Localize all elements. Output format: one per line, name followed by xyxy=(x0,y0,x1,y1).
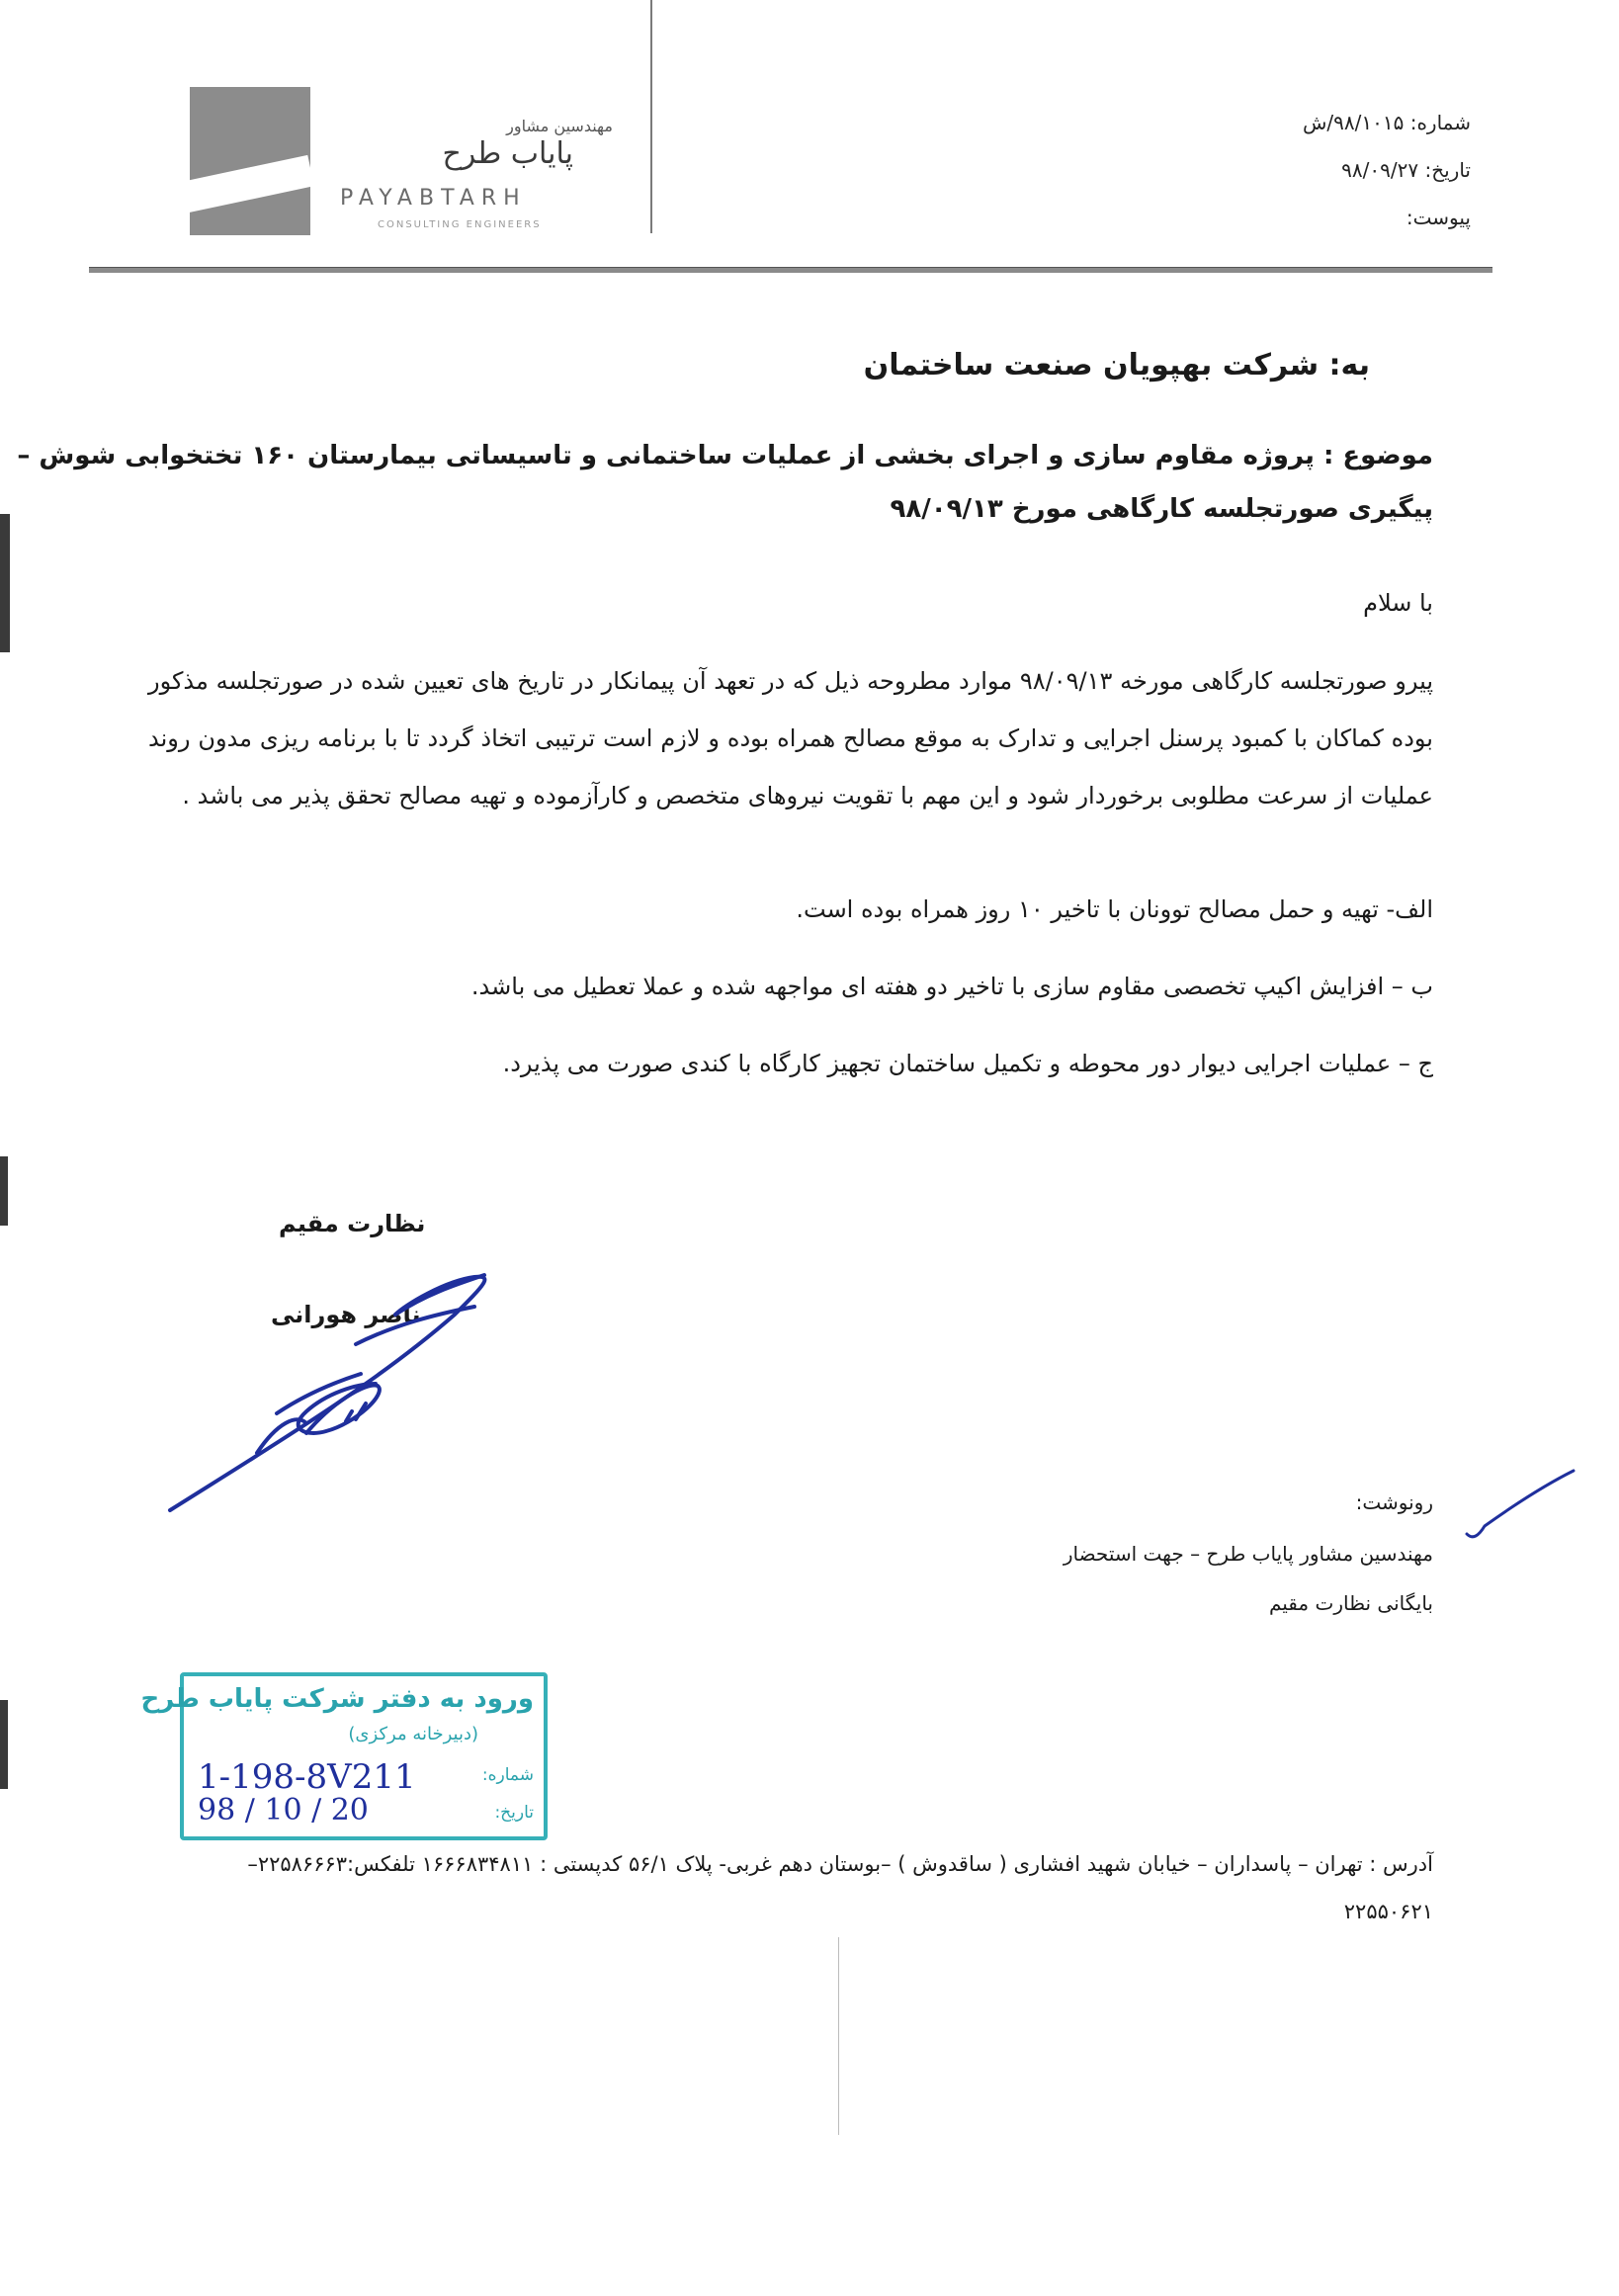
incoming-stamp xyxy=(140,1672,548,1840)
logo-english-subtitle: CONSULTING ENGINEERS xyxy=(378,219,542,230)
letter-date: تاریخ: ۹۸/۰۹/۲۷ xyxy=(1341,158,1471,182)
company-logo xyxy=(190,87,613,237)
cc-recipient: بایگانی نظارت مقیم xyxy=(1268,1591,1433,1615)
stamp-title: ورود به دفتر شرکت پایاب طرح xyxy=(140,1684,534,1714)
handwritten-signature xyxy=(158,1255,593,1522)
logo-english-name: PAYABTARH xyxy=(340,186,527,211)
addressee: به: شرکت بهپویان صنعت ساختمان xyxy=(863,348,1370,383)
subject-line-2: پیگیری صورتجلسه کارگاهی مورخ ۹۸/۰۹/۱۳ xyxy=(890,494,1433,524)
list-item: ب – افزایش اکیپ تخصصی مقاوم سازی با تاخیر دو هفته ای مواجهه شده و عملا تعطیل می باشد. xyxy=(470,973,1433,1000)
scan-edge-mark xyxy=(0,1700,8,1789)
header-divider xyxy=(89,267,1492,273)
stamp-number-label: شماره: xyxy=(481,1765,534,1785)
subject-line-1: موضوع : پروژه مقاوم سازی و اجرای بخشی از عملیات ساختمانی و تاسیساتی بیمارستان ۱۶۰ تختخوابی شوش – xyxy=(17,441,1433,470)
scan-edge-mark xyxy=(0,1156,8,1226)
stamp-subtitle: (دبیرخانه مرکزی) xyxy=(348,1724,478,1744)
signatory-title: نظارت مقیم xyxy=(279,1210,426,1237)
logo-persian-subtitle: مهندسین مشاور xyxy=(506,117,613,135)
list-item: ج – عملیات اجرایی دیوار دور محوطه و تکمیل ساختمان تجهیز کارگاه با کندی صورت می پذیرد. xyxy=(502,1050,1433,1077)
cc-recipient: مهندسین مشاور پایاب طرح – جهت استحضار xyxy=(1063,1542,1433,1566)
body-paragraph: پیرو صورتجلسه کارگاهی مورخه ۹۸/۰۹/۱۳ موارد مطروحه ذیل که در تعهد آن پیمانکار در تاریخ های تعیین شده در صورتجلسه مذکور بوده کماکان با کمبود پرسنل اجرایی و تدارک به موقع مصالح همراه بوده و لازم است ترتیبی اتخاذ گردد تا با برنامه ریزی مدون روند عملیات از سرعت مطلوبی برخوردار شود و این مهم با تقویت نیروهای متخصص و کارآزموده و تهیه مصالح تحقق پذیر می باشد . xyxy=(148,667,1433,809)
stamp-number-value: 1-198-8V211 xyxy=(198,1757,416,1797)
stamp-date-value: 98 / 10 / 20 xyxy=(198,1793,369,1828)
scan-edge-mark xyxy=(0,514,10,652)
list-item: الف- تهیه و حمل مصالح توونان با تاخیر ۱۰ روز همراه بوده است. xyxy=(796,895,1433,923)
letter-attachment: پیوست: xyxy=(1406,206,1471,229)
letter-number: شماره: ۹۸/۱۰۱۵/ش xyxy=(1302,111,1471,134)
cc-heading: رونوشت: xyxy=(1355,1490,1433,1514)
signatory-name: ناصر هورانی xyxy=(271,1301,421,1328)
greeting: با سلام xyxy=(1363,589,1433,617)
scan-fold-line xyxy=(650,0,652,233)
scan-fold-line xyxy=(838,1937,839,2135)
logo-persian-name: پایاب طرح xyxy=(442,136,573,171)
check-mark-icon xyxy=(1463,1467,1581,1546)
footer-phone: ۲۲۵۵۰۶۲۱ xyxy=(1343,1900,1433,1923)
footer-address: آدرس : تهران – پاسداران – خیابان شهید افشاری ( ساقدوش ) –بوستان دهم غربی- پلاک ۵۶/۱ کدپستی : ۱۶۶۶۸۳۴۸۱۱ تلفکس:۲۲۵۸۶۶۶۳– xyxy=(247,1852,1433,1876)
stamp-date-label: تاریخ: xyxy=(494,1803,534,1823)
